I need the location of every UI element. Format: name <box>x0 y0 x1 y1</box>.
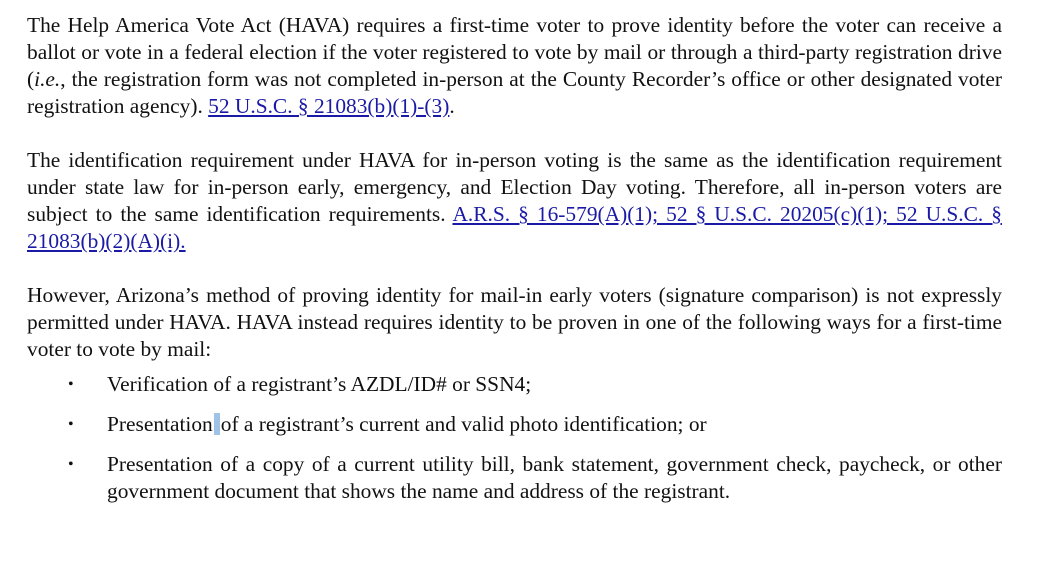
paragraph1-text-end: , the registration form was not completed in-person at the County Recorder’s office or other designated voter registration agency). <box>27 67 1002 118</box>
paragraph1-period: . <box>449 94 455 118</box>
bullet-icon: • <box>68 416 74 433</box>
bullet-icon: • <box>68 456 74 473</box>
citation-link-ars-16-579[interactable]: A.R.S. § 16-579(A)(1); 52 § U.S.C. 20205(c)(1); 52 U.S.C. § 21083(b)(2)(A)(i). <box>27 202 1002 253</box>
paragraph1-italic-ie: i.e. <box>34 67 61 91</box>
paragraph-hava-first-time-voter <box>27 12 1002 120</box>
list-item-text: Presentation of a copy of a current utility bill, bank statement, government check, paycheck, or other government document that shows the name and address of the registrant. <box>107 452 1002 503</box>
list-item-azdl-ssn4 <box>27 371 1002 398</box>
list-item-utility-bill <box>27 451 1002 505</box>
text-cursor-icon <box>214 413 220 435</box>
identity-methods-list <box>27 371 1002 505</box>
list-item-text-end: of a registrant’s current and valid photo identification; or <box>220 412 707 436</box>
list-item-text-start: Presentation <box>107 412 213 436</box>
paragraph-mail-in-identity <box>27 282 1002 363</box>
list-item-photo-id <box>27 411 1002 438</box>
document-body <box>27 12 1002 518</box>
list-item-text: Verification of a registrant’s AZDL/ID# or SSN4; <box>107 372 532 396</box>
paragraph-in-person-identification <box>27 147 1002 255</box>
paragraph3-text: However, Arizona’s method of proving identity for mail-in early voters (signature comparison) is not expressly permitted under HAVA. HAVA instead requires identity to be proven in one of the following ways for a first-time voter to vote by mail: <box>27 283 1002 361</box>
paragraph2-text: The identification requirement under HAVA for in-person voting is the same as the identification requirement under state law for in-person early, emergency, and Election Day voting. Therefore, all in-person voters are subject to the same identification requirements. <box>27 148 1002 226</box>
bullet-icon: • <box>68 376 74 393</box>
paragraph1-text-start: The Help America Vote Act (HAVA) requires a first-time voter to prove identity before the voter can receive a ballot or vote in a federal election if the voter registered to vote by mail or through a third-party registration drive ( <box>27 13 1002 91</box>
citation-link-52-usc-21083-b1[interactable]: 52 U.S.C. § 21083(b)(1)-(3) <box>208 94 450 118</box>
